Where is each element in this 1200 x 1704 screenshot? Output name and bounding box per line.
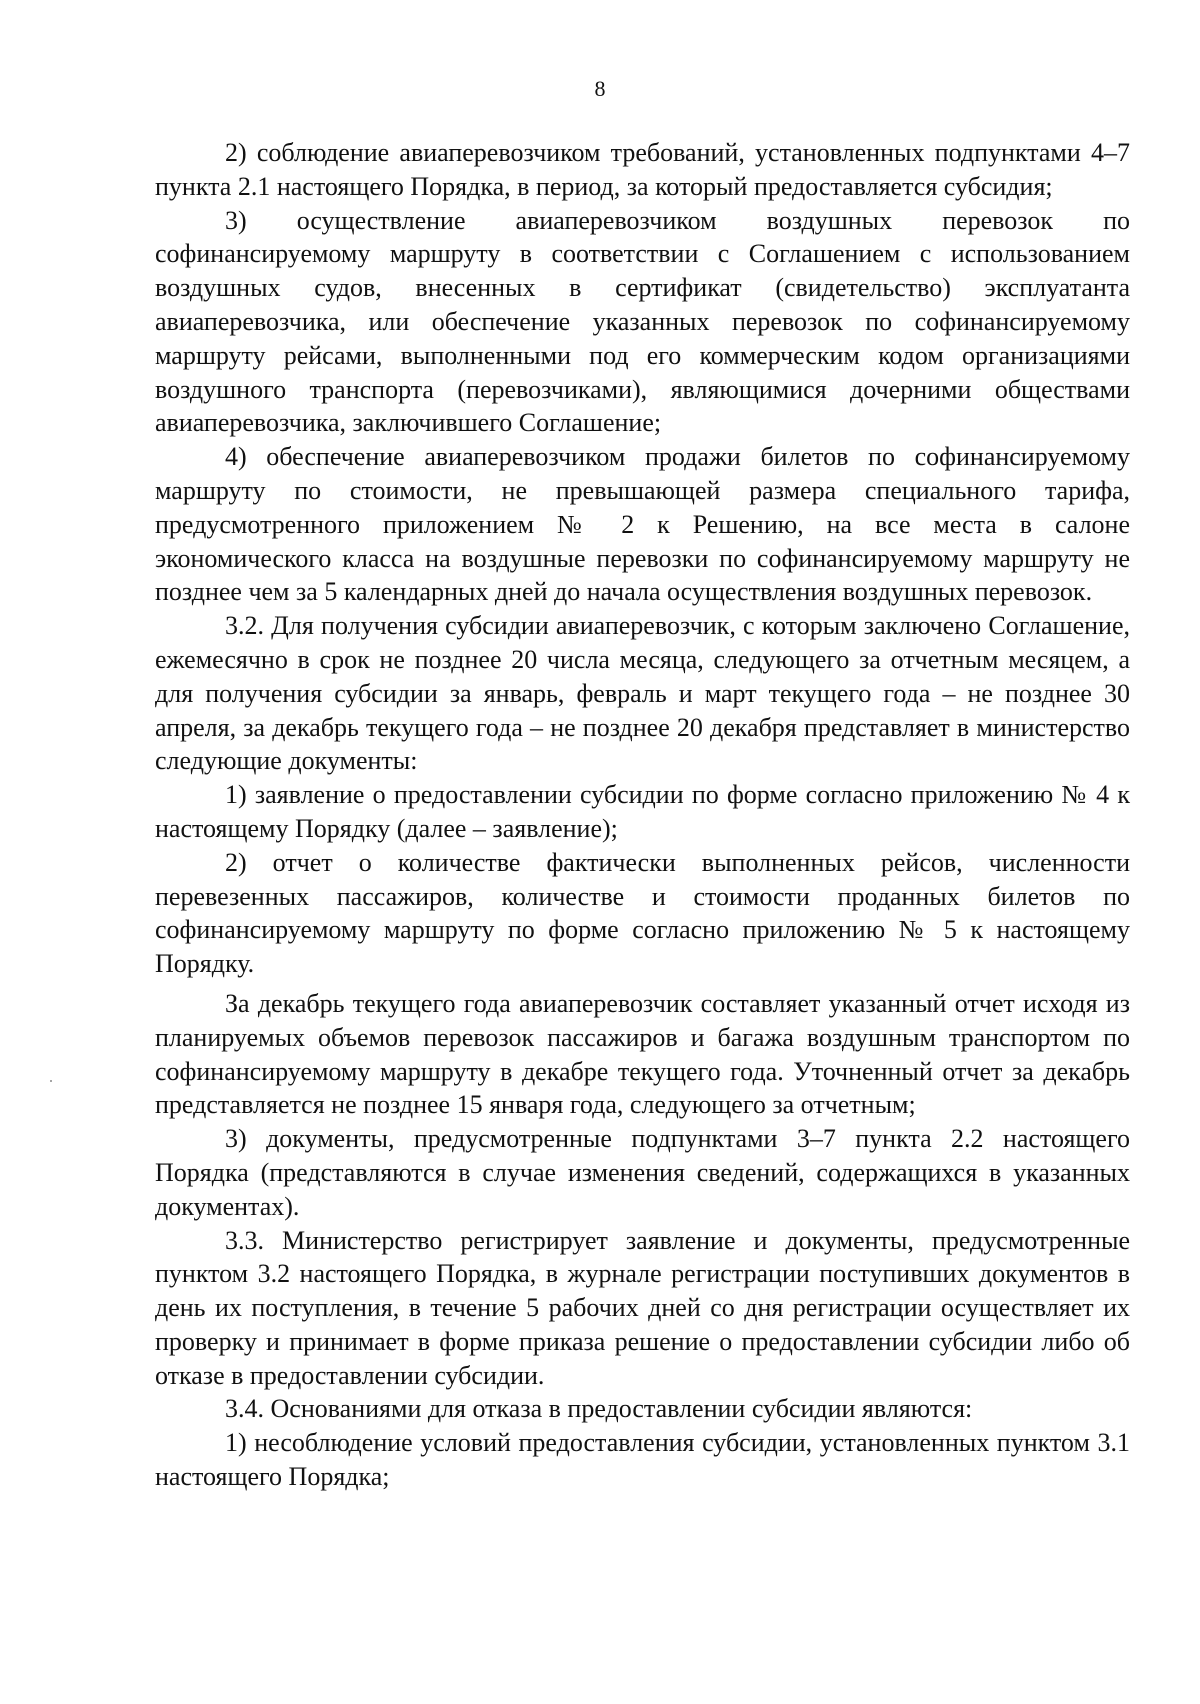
paragraph-doc-item-2: 2) отчет о количестве фактически выполненных рейсов, численности перевезенных пассажиров, количестве и стоимости проданных билетов по софинансируемому маршруту по форме согласно приложению № 5 к настоящему Порядку. (155, 847, 1130, 979)
document-body (155, 136, 1130, 1494)
paragraph-section-3-4: 3.4. Основаниями для отказа в предоставлении субсидии являются: (225, 1394, 973, 1424)
paragraph-item-3: 3) осуществление авиаперевозчиком воздушных перевозок по софинансируемому маршруту в соответствии с Соглашением с использованием воздушных судов, внесенных в сертификат (свидетельство) эксплуатанта авиаперевозчика, или обеспечение указанных перевозок по софинансируемому маршруту рейсами, выполненными под его коммерческим кодом организациями воздушного транспорта (перевозчиками), являющимися дочерними обществами авиаперевозчика, заключившего Соглашение; (155, 205, 1130, 438)
scan-speck (50, 1080, 52, 1082)
page-number: 8 (594, 76, 606, 101)
paragraph-december-report: За декабрь текущего года авиаперевозчик составляет указанный отчет исходя из планируемых объемов перевозок пассажиров и багажа воздушным транспортом по софинансируемому маршруту в декабре текущего года. Уточненный отчет за декабрь представляется не позднее 15 января года, следующего за отчетным; (155, 988, 1130, 1120)
paragraph-item-2: 2) соблюдение авиаперевозчиком требований, установленных подпунктами 4–7 пункта 2.1 настоящего Порядка, в период, за который предоставляется субсидия; (155, 138, 1130, 201)
paragraph-doc-item-3: 3) документы, предусмотренные подпунктами 3–7 пункта 2.2 настоящего Порядка (представляются в случае изменения сведений, содержащихся в указанных документах). (155, 1124, 1130, 1221)
paragraph-section-3-3: 3.3. Министерство регистрирует заявление и документы, предусмотренные пунктом 3.2 настоящего Порядка, в журнале регистрации поступивших документов в день их поступления, в течение 5 рабочих дней со дня регистрации осуществляет их проверку и принимает в форме приказа решение о предоставлении субсидии либо об отказе в предоставлении субсидии. (155, 1225, 1130, 1390)
paragraph-refusal-item-1: 1) несоблюдение условий предоставления субсидии, установленных пунктом 3.1 настоящего Порядка; (155, 1428, 1130, 1492)
paragraph-section-3-2: 3.2. Для получения субсидии авиаперевозчик, с которым заключено Соглашение, ежемесячно в срок не позднее 20 числа месяца, следующего за отчетным месяцем, а для получения субсидии за январь, февраль и март текущего года – не позднее 30 апреля, за декабрь текущего года – не позднее 20 декабря представляет в министерство следующие документы: (155, 611, 1130, 776)
paragraph-doc-item-1: 1) заявление о предоставлении субсидии по форме согласно приложению № 4 к настоящему Порядку (далее – заявление); (155, 780, 1130, 843)
paragraph-item-4: 4) обеспечение авиаперевозчиком продажи билетов по софинансируемому маршруту по стоимости, не превышающей размера специального тарифа, предусмотренного приложением № 2 к Решению, на все места в салоне экономического класса на воздушные перевозки по софинансируемому маршруту не позднее чем за 5 календарных дней до начала осуществления воздушных перевозок. (155, 442, 1130, 607)
